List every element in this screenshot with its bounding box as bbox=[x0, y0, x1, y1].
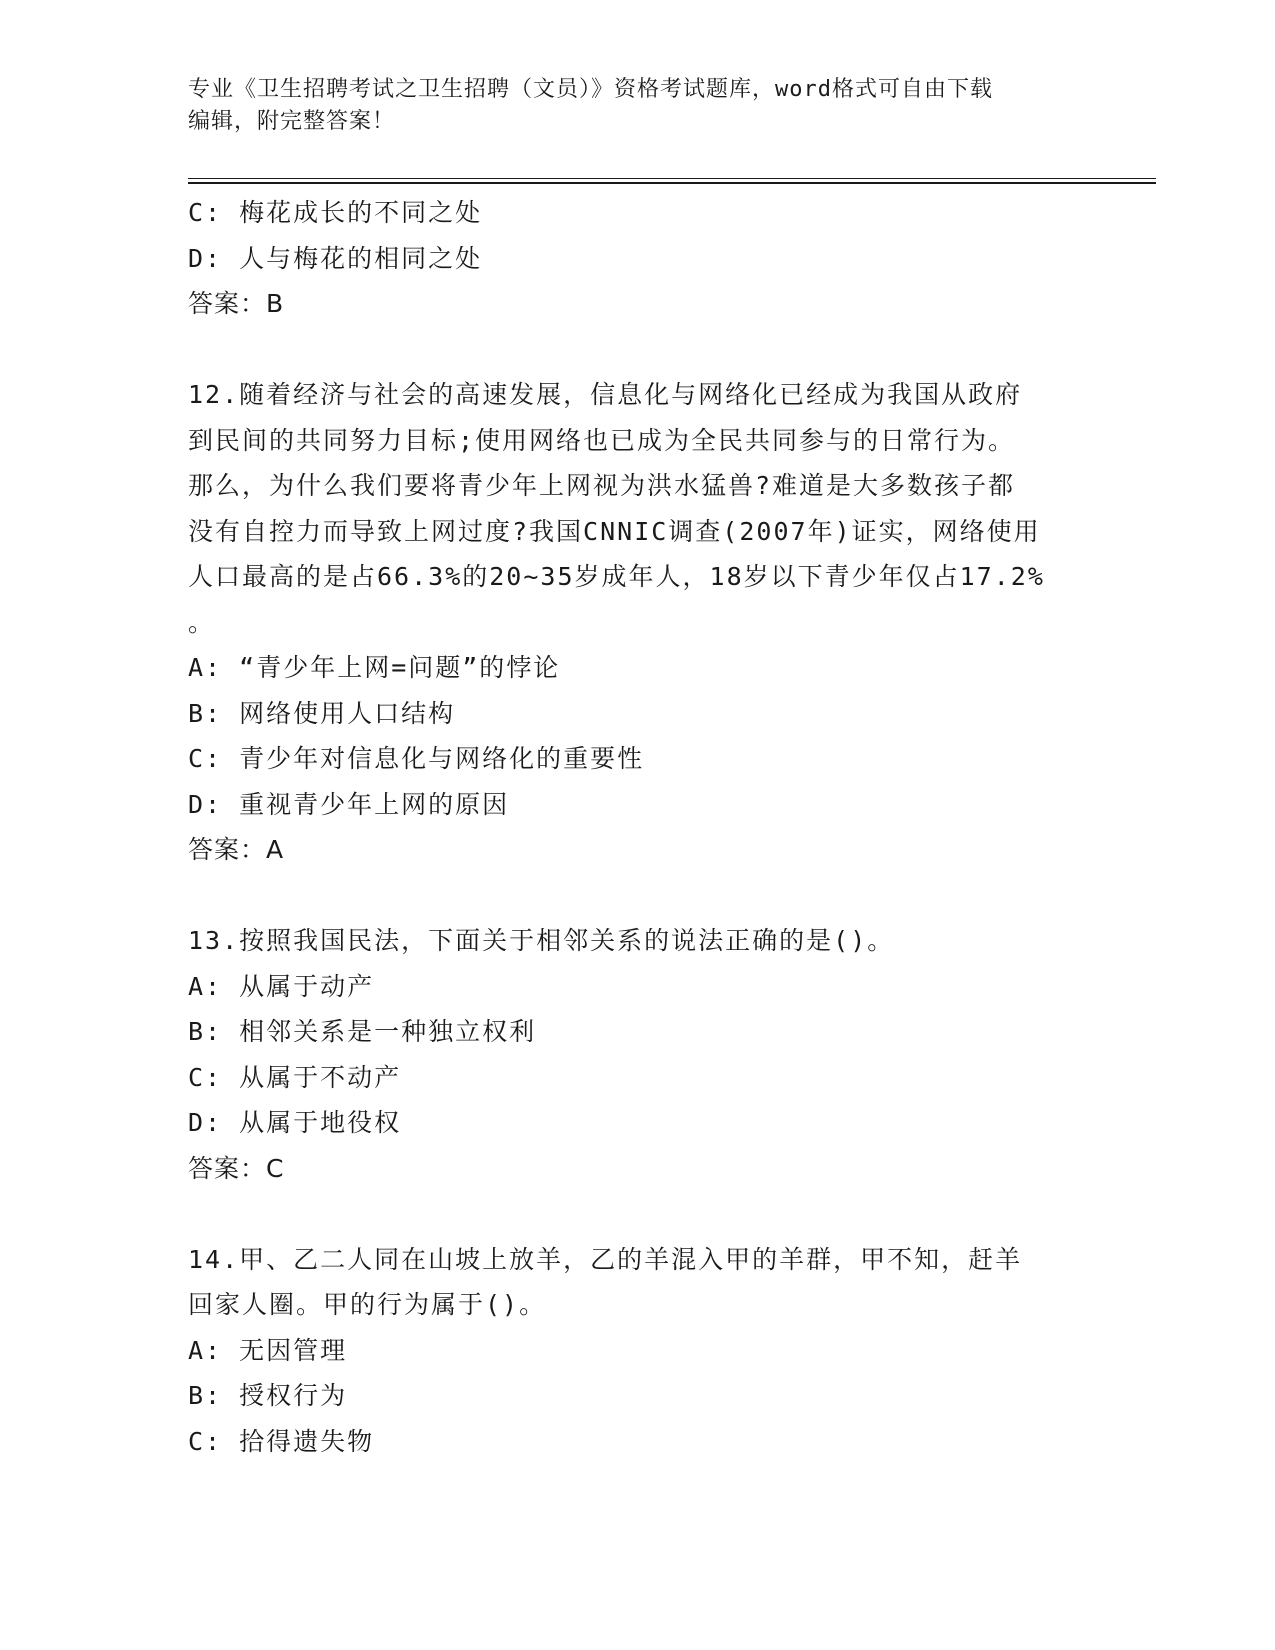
header-line-1: 专业《卫生招聘考试之卫生招聘（文员）》资格考试题库，word格式可自由下载 bbox=[188, 77, 993, 102]
q13-option-c: C: 从属于不动产 bbox=[188, 1062, 402, 1092]
question-content bbox=[188, 190, 1088, 1464]
q13-answer: 答案：C bbox=[188, 1153, 285, 1183]
header-rule-thick bbox=[188, 182, 1156, 184]
q12-option-a: A: “青少年上网=问题”的悖论 bbox=[188, 653, 561, 682]
q14-option-b: B: 授权行为 bbox=[188, 1381, 348, 1410]
q11-answer: 答案：B bbox=[188, 289, 285, 318]
q14-stem-line: 14.甲、乙二人同在山坡上放羊，乙的羊混入甲的羊群，甲不知，赶羊 bbox=[188, 1244, 1023, 1274]
q13-option-a: A: 从属于动产 bbox=[188, 971, 375, 1001]
q12-option-b: B: 网络使用人口结构 bbox=[188, 698, 456, 728]
q14-option-c: C: 拾得遗失物 bbox=[188, 1426, 375, 1456]
question-13 bbox=[188, 918, 1088, 1191]
q13-option-b: B: 相邻关系是一种独立权利 bbox=[188, 1017, 537, 1046]
q11-option-d: D: 人与梅花的相同之处 bbox=[188, 243, 483, 273]
q12-stem-line: 12.随着经济与社会的高速发展，信息化与网络化已经成为我国从政府 bbox=[188, 380, 1023, 409]
header-rule-thin bbox=[188, 178, 1156, 179]
q12-stem-line: 到民间的共同努力目标;使用网络也已成为全民共同参与的日常行为。 bbox=[188, 425, 1016, 455]
header-line-2: 编辑，附完整答案！ bbox=[188, 109, 396, 134]
q12-answer: 答案：A bbox=[188, 835, 285, 864]
q13-option-d: D: 从属于地役权 bbox=[188, 1108, 402, 1137]
q12-stem-line: 没有自控力而导致上网过度?我国CNNIC调查(2007年)证实，网络使用 bbox=[188, 516, 1041, 546]
spacer bbox=[188, 873, 1088, 919]
q12-option-c: C: 青少年对信息化与网络化的重要性 bbox=[188, 744, 645, 773]
question-12 bbox=[188, 372, 1088, 873]
q12-stem-line: 那么，为什么我们要将青少年上网视为洪水猛兽?难道是大多数孩子都 bbox=[188, 471, 1016, 500]
question-14 bbox=[188, 1237, 1088, 1465]
page-header bbox=[188, 74, 1088, 138]
q13-stem: 13.按照我国民法，下面关于相邻关系的说法正确的是()。 bbox=[188, 926, 895, 955]
q12-option-d: D: 重视青少年上网的原因 bbox=[188, 789, 510, 819]
q12-stem-line: 。 bbox=[188, 607, 216, 637]
question-11-tail bbox=[188, 190, 1088, 327]
spacer bbox=[188, 327, 1088, 373]
q11-option-c: C: 梅花成长的不同之处 bbox=[188, 198, 483, 227]
q14-stem-line: 回家人圈。甲的行为属于()。 bbox=[188, 1290, 547, 1319]
spacer bbox=[188, 1191, 1088, 1237]
q14-option-a: A: 无因管理 bbox=[188, 1335, 348, 1365]
q12-stem-line: 人口最高的是占66.3%的20~35岁成年人，18岁以下青少年仅占17.2% bbox=[188, 562, 1045, 591]
